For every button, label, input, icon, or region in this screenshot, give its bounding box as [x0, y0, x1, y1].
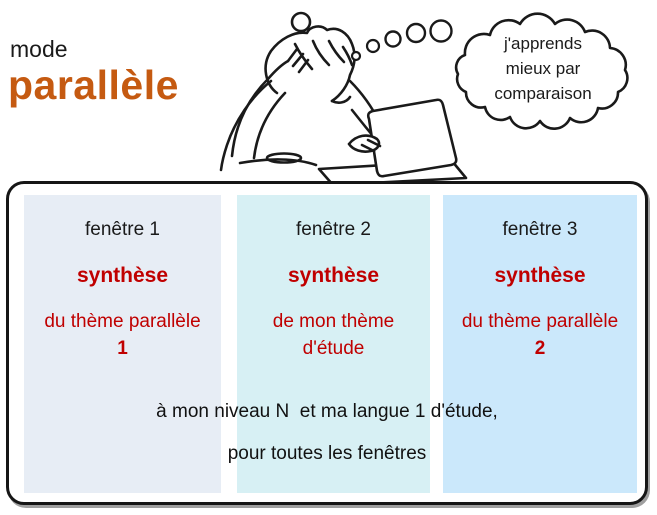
laptop-icon	[319, 100, 466, 185]
window-theme: du thème parallèle	[44, 311, 201, 332]
window-synthese: synthèse	[494, 264, 586, 287]
window-synthese: synthèse	[287, 264, 380, 287]
board-footer	[9, 397, 645, 481]
window-number: 1	[117, 338, 128, 359]
window-theme: du thème parallèle	[461, 311, 619, 332]
page-title: parallèle	[8, 62, 179, 108]
window-theme: de mon thème	[272, 311, 395, 332]
footer-line-2: pour toutes les fenêtres	[227, 443, 427, 464]
mode-label: mode	[10, 36, 68, 62]
thought-dots-icon	[352, 21, 452, 61]
thought-bubble-text	[452, 31, 634, 106]
footer-line-1: à mon niveau N et ma langue 1 d'étude,	[156, 401, 498, 422]
windows-board	[6, 181, 648, 505]
window-label: fenêtre 3	[502, 219, 578, 240]
thought-line: comparaison	[494, 84, 592, 103]
thought-line: mieux par	[505, 59, 581, 78]
window-label: fenêtre 2	[296, 219, 371, 240]
window-label: fenêtre 1	[85, 219, 160, 240]
window-number: 2	[534, 338, 546, 359]
thought-line: j'apprends	[504, 34, 582, 53]
window-synthese: synthèse	[76, 264, 169, 287]
window-theme-line2: d'étude	[302, 338, 365, 359]
